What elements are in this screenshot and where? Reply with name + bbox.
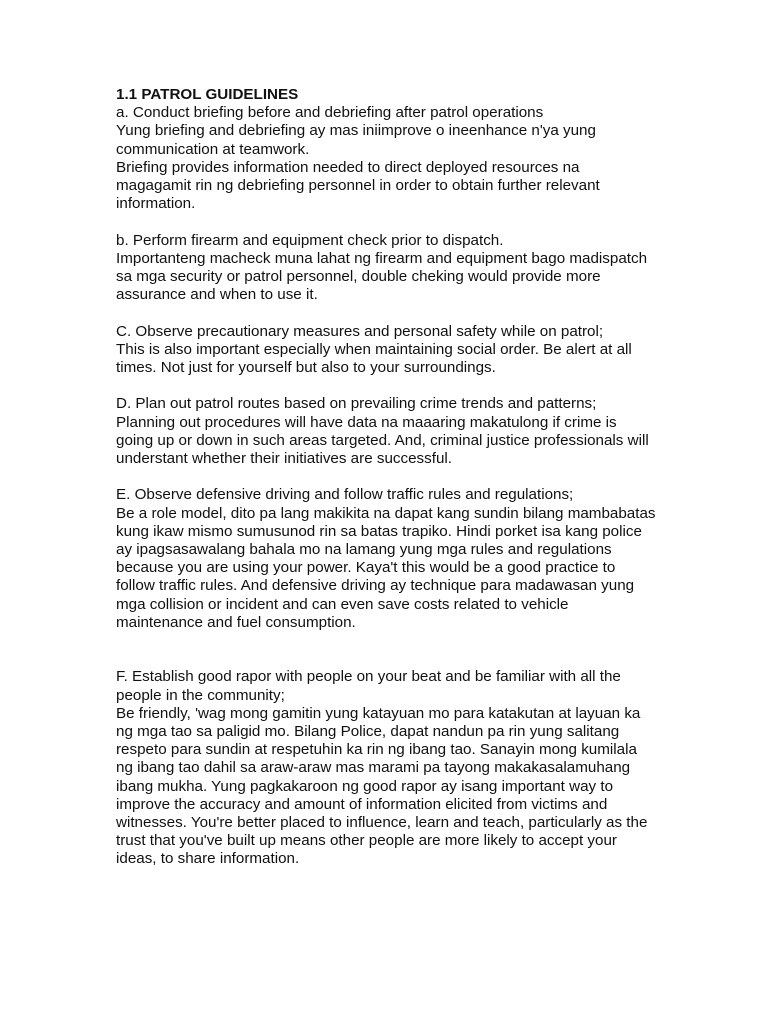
- section-heading: a. Conduct briefing before and debriefing after patrol operations: [116, 104, 544, 122]
- section-heading: C. Observe precautionary measures and personal safety while on patrol;: [116, 322, 604, 340]
- section-paragraph: Be a role model, dito pa lang makikita na dapat kang sundin bilang mambabatas kung ikaw mismo sumusunod rin sa batas trapiko. Hindi porket isa kang police ay ipagsasawalang bahala mo na lamang yung mga rules and regulations because you are using your power. Kaya't this would be a good practice to follow traffic rules. And defensive driving ay technique para madawasan yung mga collision or incident and can even save costs related to vehicle maintenance and fuel consumption.: [116, 504, 656, 631]
- section-paragraph: Briefing provides information needed to direct deployed resources na magagamit rin ng debriefing personnel in order to obtain further relevant information.: [116, 158, 600, 213]
- section-paragraph: Be friendly, 'wag mong gamitin yung katayuan mo para katakutan at layuan ka ng mga tao sa paligid mo. Bilang Police, dapat nandun pa rin yung salitang respeto para sundin at respetuhin ka rin ng ibang tao. Sanayin mong kumilala ng ibang tao dahil sa araw-araw mas marami pa tayong makakasalamuhang ibang mukha. Yung pagkakaroon ng good rapor ay isang important way to improve the accuracy and amount of information elicited from victims and witnesses. You're better placed to influence, learn and teach, particularly as the trust that you've built up means other people are more likely to accept your ideas, to share information.: [116, 704, 648, 868]
- section-heading: F. Establish good rapor with people on your beat and be familiar with all the people in the community;: [116, 668, 621, 704]
- section-paragraph: Yung briefing and debriefing ay mas iniimprove o ineenhance n'ya yung communication at teamwork.: [116, 122, 596, 158]
- section-e: [116, 486, 656, 632]
- paragraph-gap: [116, 632, 656, 668]
- section-paragraph: This is also important especially when maintaining social order. Be alert at all times. Not just for yourself but also to your surroundings.: [116, 340, 632, 377]
- section-d: [116, 395, 656, 468]
- section-heading: b. Perform firearm and equipment check prior to dispatch.: [116, 231, 504, 249]
- paragraph-gap: [116, 304, 656, 322]
- section-a: [116, 104, 656, 213]
- document-title: 1.1 PATROL GUIDELINES: [116, 86, 299, 103]
- section-heading: D. Plan out patrol routes based on prevailing crime trends and patterns;: [116, 395, 597, 413]
- section-paragraph: Planning out procedures will have data na maaaring makatulong if crime is going up or down in such areas targeted. And, criminal justice professionals will understant whether their initiatives are successful.: [116, 413, 649, 468]
- section-c: [116, 323, 656, 378]
- paragraph-gap: [116, 377, 656, 395]
- section-b: [116, 232, 656, 305]
- section-f: [116, 668, 656, 868]
- section-paragraph: Importanteng macheck muna lahat ng firearm and equipment bago madispatch sa mga security or patrol personnel, double cheking would provide more assurance and when to use it.: [116, 249, 648, 304]
- paragraph-gap: [116, 468, 656, 486]
- section-heading: E. Observe defensive driving and follow traffic rules and regulations;: [116, 486, 574, 504]
- document-page: [116, 86, 656, 869]
- paragraph-gap: [116, 213, 656, 231]
